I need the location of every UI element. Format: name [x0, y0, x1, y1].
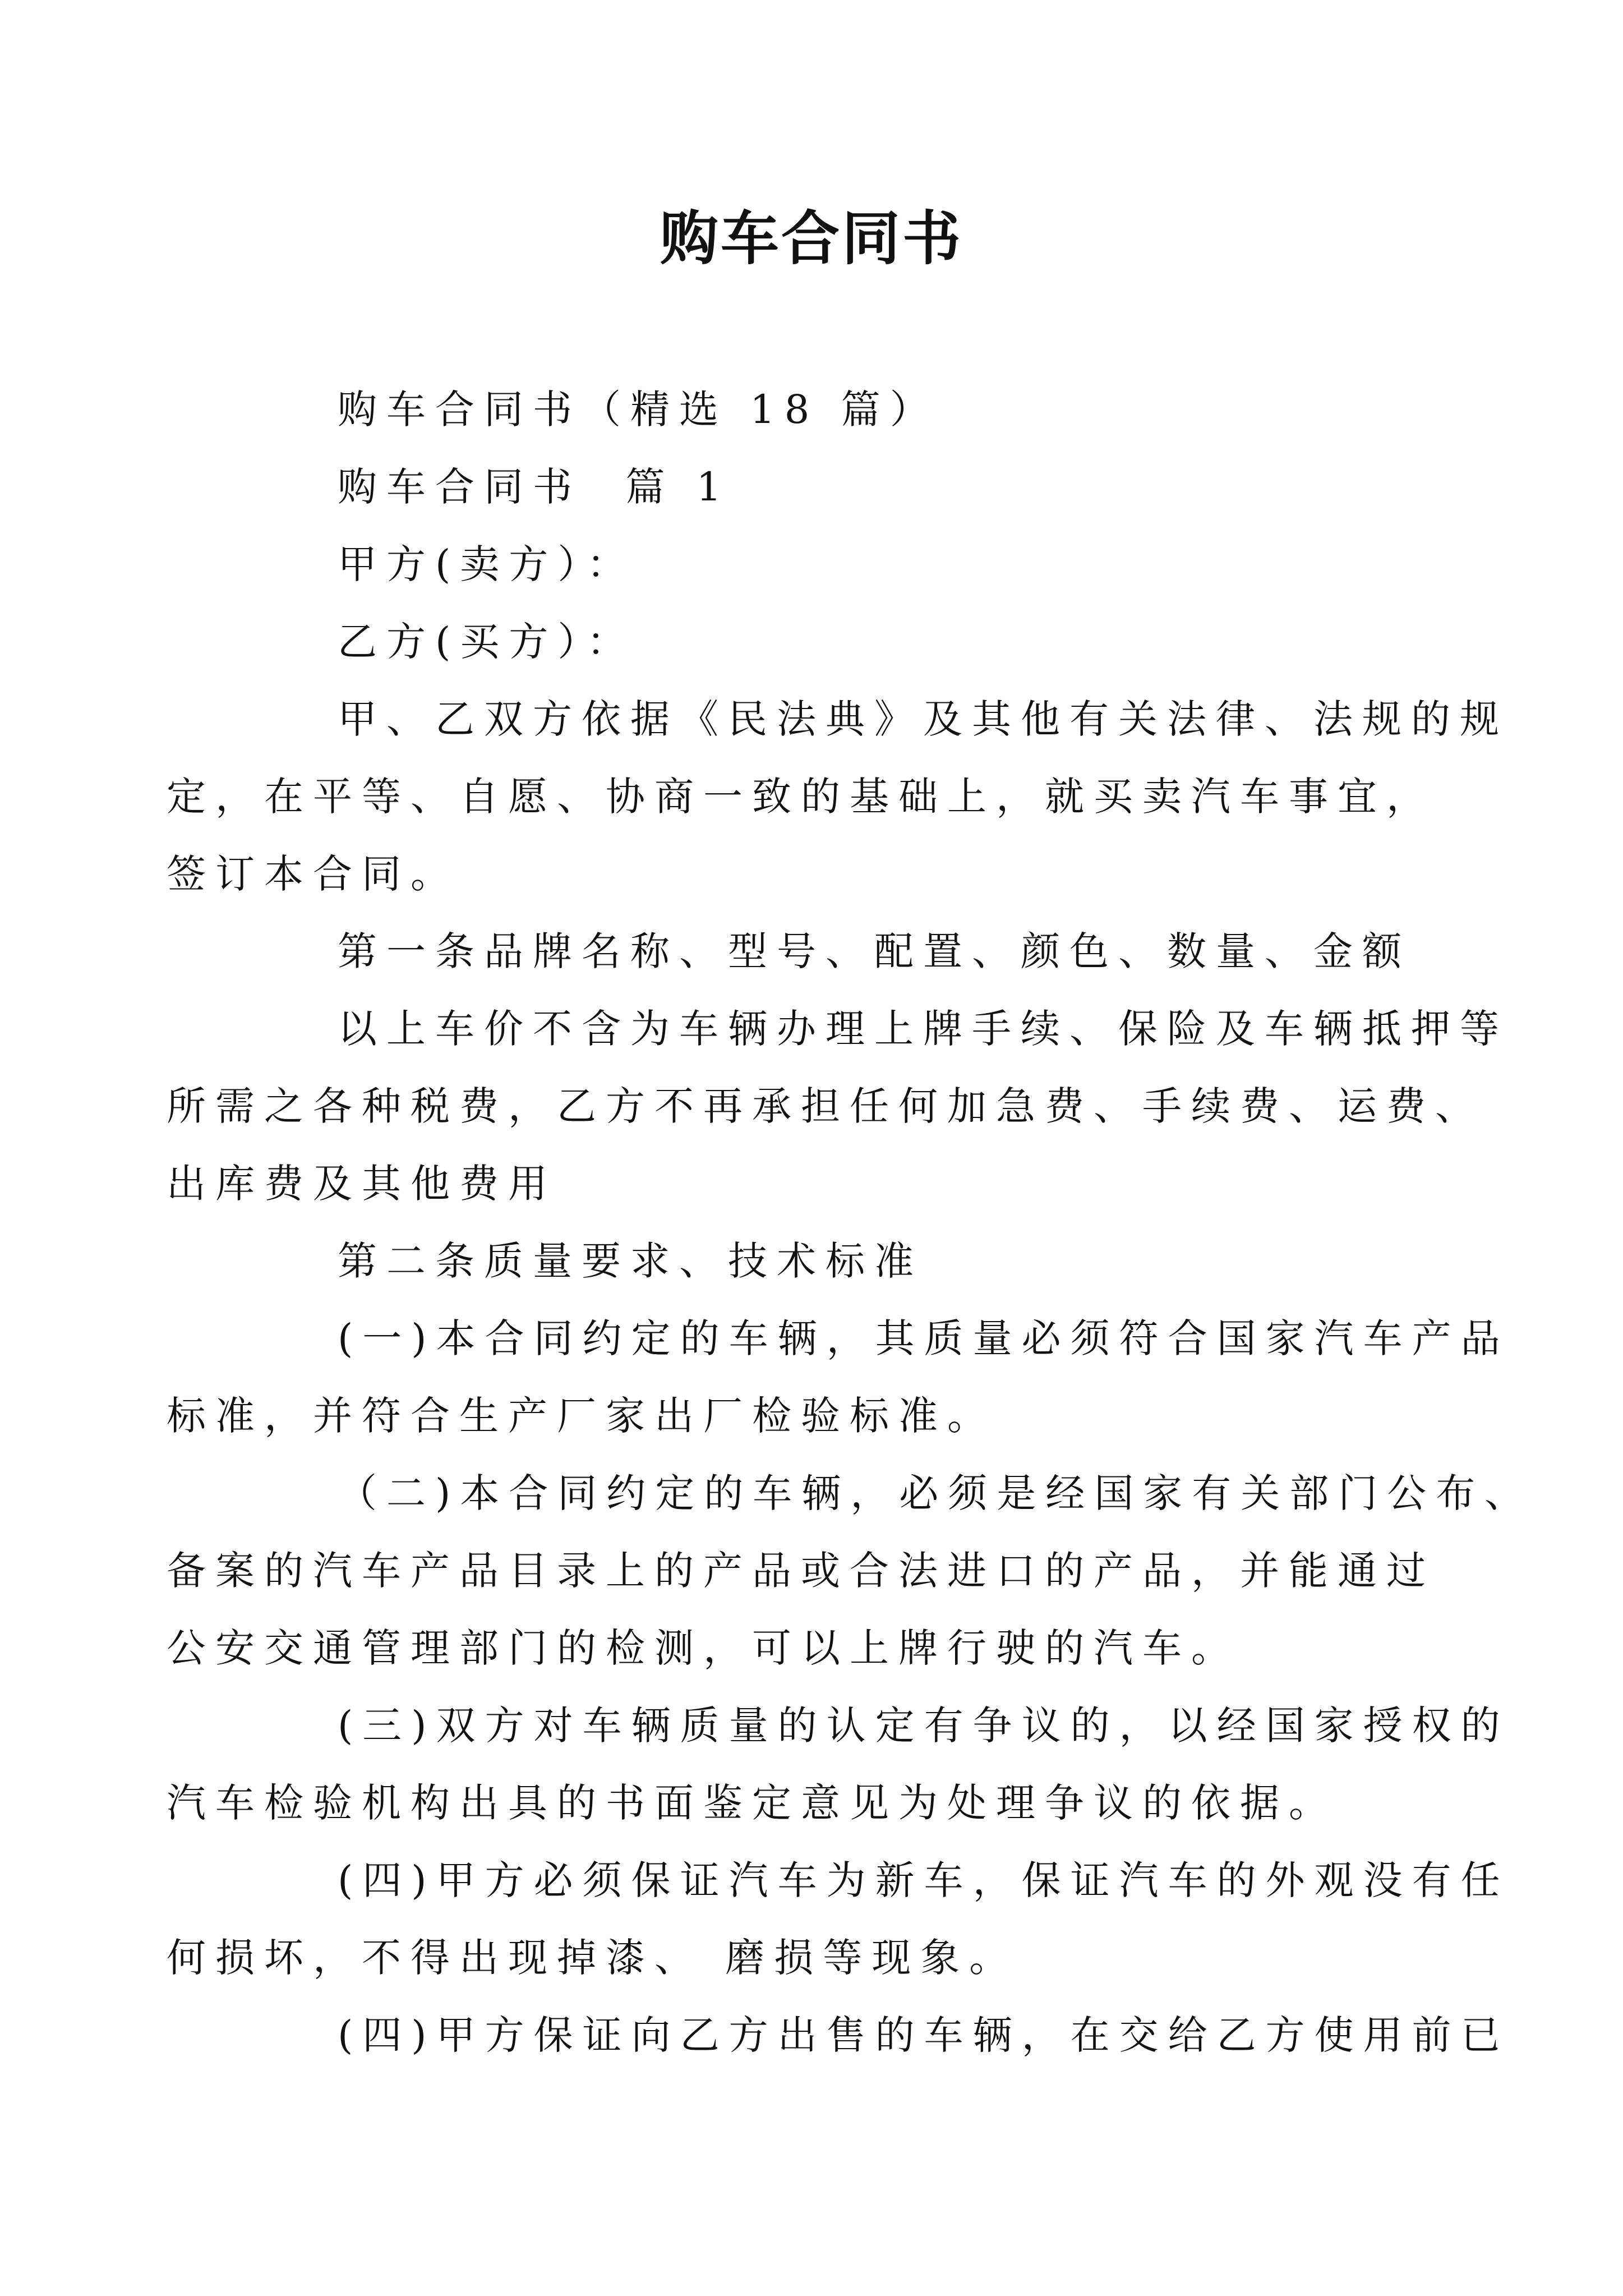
doc-line: (一)本合同约定的车辆，其质量必须符合国家汽车产品 [338, 1315, 1510, 1361]
doc-line-article-2: 第二条质量要求、技术标准 [338, 1238, 923, 1284]
doc-line: 备案的汽车产品目录上的产品或合法进口的产品，并能通过 [167, 1548, 1435, 1594]
document-title: 购车合同书 [660, 204, 963, 273]
doc-line: (三)双方对车辆质量的认定有争议的，以经国家授权的 [338, 1703, 1510, 1749]
doc-line-subtitle: 购车合同书（精选 18 篇） [338, 386, 939, 432]
doc-line: （二)本合同约定的车辆，必须是经国家有关部门公布、 [338, 1470, 1534, 1516]
doc-line: 标准，并符合生产厂家出厂检验标准。 [167, 1393, 996, 1439]
doc-line-party-a: 甲方(卖方）： [338, 541, 636, 587]
document-body [167, 371, 1534, 2074]
doc-line-party-b: 乙方(买方）： [338, 619, 636, 665]
doc-line: (四)甲方保证向乙方出售的车辆，在交给乙方使用前已 [338, 2012, 1510, 2058]
doc-line: 公安交通管理部门的检测，可以上牌行驶的汽车。 [167, 1625, 1240, 1671]
doc-line-section-heading: 购车合同书 篇 1 [338, 464, 731, 510]
doc-line: (四)甲方必须保证汽车为新车，保证汽车的外观没有任 [338, 1857, 1510, 1903]
doc-line: 汽车检验机构出具的书面鉴定意见为处理争议的依据。 [167, 1780, 1338, 1826]
doc-line: 签订本合同。 [167, 851, 459, 897]
doc-line: 定，在平等、自愿、协商一致的基础上，就买卖汽车事宜， [167, 774, 1435, 820]
doc-line: 出库费及其他费用 [167, 1161, 557, 1207]
doc-line: 所需之各种税费，乙方不再承担任何加急费、手续费、运费、 [167, 1083, 1484, 1129]
doc-line: 以上车价不含为车辆办理上牌手续、保险及车辆抵押等 [338, 1006, 1509, 1052]
doc-line: 甲、乙双方依据《民法典》及其他有关法律、法规的规 [338, 696, 1509, 742]
doc-line-article-1: 第一条品牌名称、型号、配置、颜色、数量、金额 [338, 928, 1411, 974]
doc-line: 何损坏，不得出现掉漆、 磨损等现象。 [167, 1935, 1018, 1981]
